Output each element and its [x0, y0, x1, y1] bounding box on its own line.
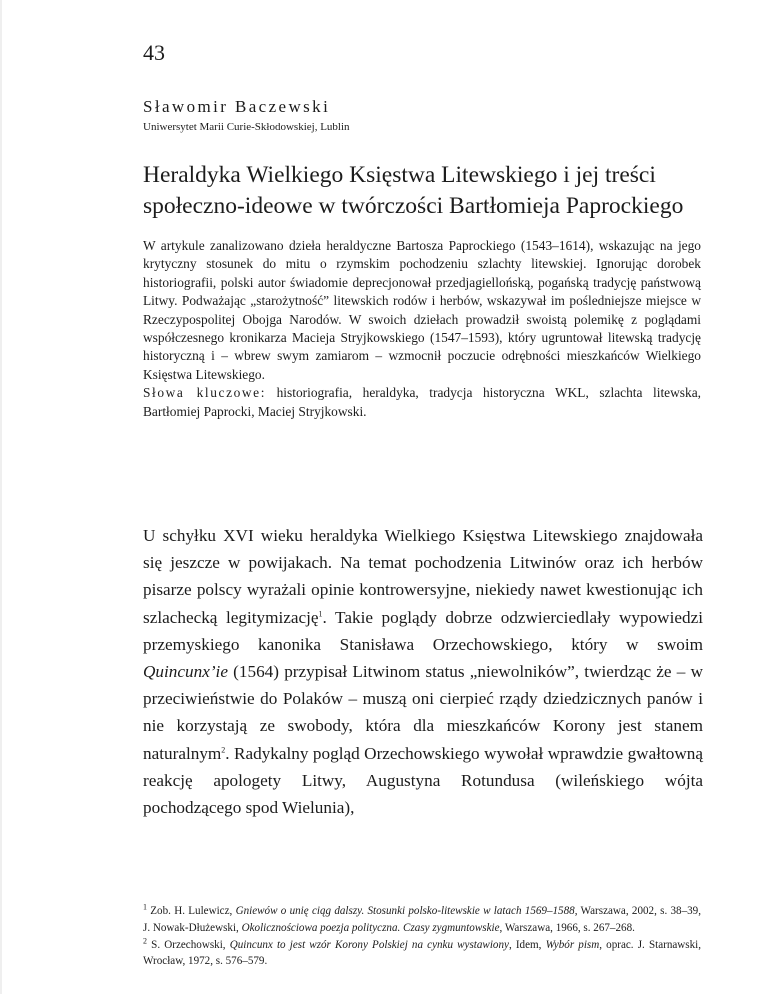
body-text-part: U schyłku XVI wieku heraldyka Wielkiego Księstwa Litewskiego znajdowała się jeszcze w powijakach. Na temat pochodzenia Litwinów oraz ich herbów pisarze polscy wyrażali opinie kontrowersyjne, niekiedy nawet kwestionując ich szlachecką legitymizację [143, 526, 703, 627]
footnote-title: Wybór pism [545, 938, 600, 951]
keywords-text: historiografia, heraldyka, tradycja historyczna WKL, szlachta litewska, Bartłomiej Paprocki, Maciej Stryjkowski. [143, 385, 701, 419]
footnote-mark: 2 [143, 935, 147, 945]
footnote-title: Gniewów o unię ciąg dalszy. Stosunki polsko-litewskie w latach 1569–1588 [235, 905, 575, 917]
abstract [143, 237, 701, 421]
cited-work-title: Quincunx’ie [143, 662, 228, 682]
footnote [143, 937, 701, 971]
footnote-text: , oprac. J. Starnawski, Wrocław, 1972, s. 576–579. [143, 938, 702, 968]
footnote-title: Quincunx to jest wzór Korony Polskiej na cynku wystawiony [229, 938, 509, 951]
article-title: Heraldyka Wielkiego Księstwa Litewskiego i jej treści społeczno-ideowe w twórczości Bartłomieja Paprockiego [143, 162, 684, 219]
footnote [143, 903, 701, 937]
footnote-text: , Idem, [508, 938, 546, 951]
footnote-text: Zob. H. Lulewicz, [150, 905, 236, 917]
footnote-title: Okolicznościowa poezja polityczna. Czasy zygmuntowskie [241, 921, 500, 934]
footnote-text: , Warszawa, 2002, s. 38–39, J. Nowak-Dłużewski, [143, 905, 701, 934]
body-text-part: (1564) przypisał Litwinom status „niewolników”, twierdząc że – w przeciwieństwie do Polaków – muszą oni cierpieć rządy dziedzicznych panów i nie korzystają ze swobody, która dla mieszkańców Korony jest stanem naturalnym [143, 662, 703, 763]
body-paragraph [143, 522, 703, 821]
footnote-text: S. Orzechowski, [151, 938, 230, 951]
body-text-part: . Takie poglądy dobrze odzwierciedlały wypowiedzi przemyskiego kanonika Stanisława Orzechowskiego, który w swoim [143, 607, 703, 654]
footnote-ref[interactable]: 2 [221, 744, 226, 754]
footnote-ref[interactable]: 1 [318, 608, 323, 618]
body-text-part: . Radykalny pogląd Orzechowskiego wywołał wprawdzie gwałtowną reakcję apologety Litwy, Augustyna Rotundusa (wileńskiego wójta pochodzącego spod Wielunia), [143, 743, 703, 818]
author-affiliation: Uniwersytet Marii Curie-Skłodowskiej, Lublin [143, 121, 350, 133]
page-edge [0, 0, 2, 994]
footnote-mark: 1 [143, 902, 147, 912]
abstract-text: W artykule zanalizowano dzieła heraldyczne Bartosza Paprockiego (1543–1614), wskazując na jego krytyczny stosunek do mitu o rzymskim pochodzeniu szlachty litewskiej. Ignorując dorobek historiografii, polski autor świadomie deprecjonował przedjagiellońską, pogańską tradycję państwową Litwy. Podważając „starożytność” litewskich rodów i herbów, wskazywał im pośledniejsze miejsce w Rzeczypospolitej Obojga Narodów. W swoich dziełach prowadził swoistą polemikę z poglądami współczesnego kronikarza Macieja Stryjkowskiego (1547–1593), który ugruntował litewską tradycję historyczną i – wbrew swym zamiarom – wzmocnił poczucie odrębności mieszkańców Wielkiego Księstwa Litewskiego. [143, 238, 701, 382]
footnote-text: , Warszawa, 1966, s. 267–268. [499, 921, 635, 934]
page-number: 43 [143, 40, 165, 65]
footnotes [143, 903, 701, 970]
author-name: Sławomir Baczewski [143, 97, 331, 116]
keywords-label: Słowa kluczowe: [143, 385, 267, 401]
